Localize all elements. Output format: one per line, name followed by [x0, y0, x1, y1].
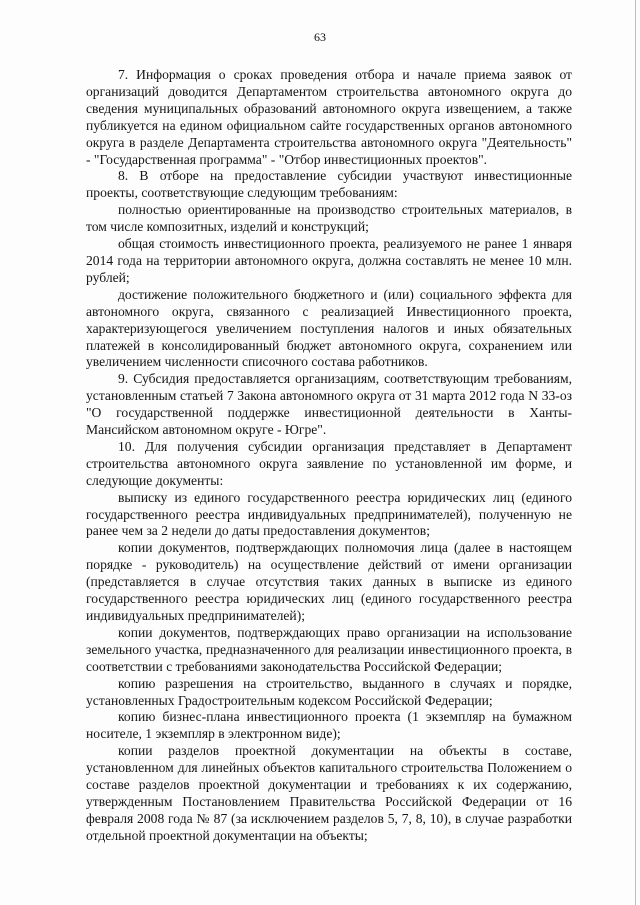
- paragraph-7: 7. Информация о сроках проведения отбора и начале приема заявок от организаций доводится Департаментом строительства автономного округа до сведения муниципальных образований автономного округа извещением, а также публикуется на едином официальном сайте государственных органов автономного округа в разделе Департамента строительства автономного округа "Деятельность" - "Государственная программа" - "Отбор инвестиционных проектов".: [86, 67, 572, 167]
- document-business-plan: копию бизнес-плана инвестиционного проекта (1 экземпляр на бумажном носителе, 1 экземпляр в электронном виде);: [86, 709, 572, 742]
- document-authority-copies: копии документов, подтверждающих полномочия лица (далее в настоящем порядке - руководитель) на осуществление действий от имени организации (представляется в случае отсутствия таких данных в выписке из единого государственного реестра юридических лиц (единого государственного реестра индивидуальных предпринимателей);: [86, 540, 572, 623]
- requirement-orientation: полностью ориентированные на производство строительных материалов, в том числе композитных, изделий и конструкций;: [86, 202, 572, 235]
- page-number: 63: [314, 30, 326, 44]
- document-land-rights: копии документов, подтверждающих право организации на использование земельного участка, предназначенного для реализации инвестиционного проекта, в соответствии с требованиями законодательства Российской Федерации;: [86, 624, 572, 674]
- document-registry-extract: выписку из единого государственного реестра юридических лиц (единого государственного реестра индивидуальных предпринимателей), полученную не ранее чем за 2 недели до даты предоставления документов;: [86, 489, 572, 539]
- document-project-sections: копии разделов проектной документации на объекты в составе, установленном для линейных объектов капитального строительства Положением о составе разделов проектной документации и требованиях к их содержанию, утвержденным Постановлением Правительства Российской Федерации от 16 февраля 2008 года № 87 (за исключением разделов 5, 7, 8, 10), в случае разработки отдельной проектной документации на объекты;: [86, 743, 572, 843]
- paragraph-9: 9. Субсидия предоставляется организациям, соответствующим требованиям, установленным статьей 7 Закона автономного округа от 31 марта 2012 года N 33-оз "О государственной поддержке инвестиционной деятельности в Ханты-Мансийском автономном округе - Югре".: [86, 371, 572, 438]
- paragraph-10: 10. Для получения субсидии организация представляет в Департамент строительства автономного округа заявление по установленной им форме, и следующие документы:: [86, 438, 572, 488]
- document-body: [86, 67, 572, 845]
- requirement-cost: общая стоимость инвестиционного проекта, реализуемого не ранее 1 января 2014 года на территории автономного округа, должна составлять не менее 10 млн. рублей;: [86, 236, 572, 285]
- paragraph-8: 8. В отборе на предоставление субсидии участвуют инвестиционные проекты, соответствующие следующим требованиям:: [86, 168, 572, 201]
- requirement-effect: достижение положительного бюджетного и (или) социального эффекта для автономного округа, связанного с реализацией Инвестиционного проекта, характеризующегося увеличением поступления налогов и иных обязательных платежей в консолидированный бюджет автономного округа, сохранением или увеличением численности списочного состава работников.: [86, 286, 572, 370]
- scan-edge-line: [635, 0, 636, 905]
- document-building-permit: копию разрешения на строительство, выданного в случаях и порядке, установленных Градостроительным кодексом Российской Федерации;: [86, 675, 572, 708]
